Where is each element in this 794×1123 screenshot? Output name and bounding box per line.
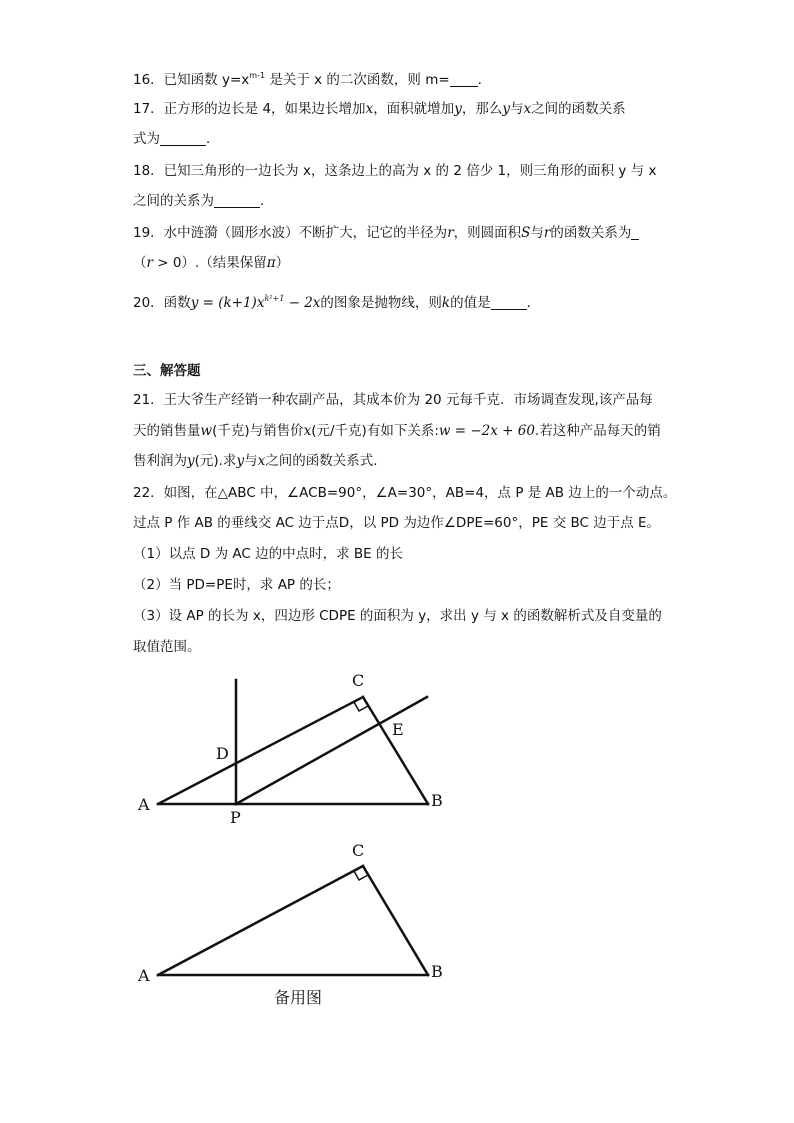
q18-text-c: ．: [260, 193, 274, 209]
label-d: D: [216, 744, 229, 763]
q21-text: 21．王大爷生产经销一种农副产品，其成本价为 20 元每千克．市场调查发现,该产品每: [133, 392, 653, 408]
q17-text-b: ，面积就增加: [373, 101, 455, 117]
q21-var-y: y: [187, 453, 195, 469]
label-c: C: [352, 671, 365, 690]
q20-exponent: k²+1: [264, 294, 285, 303]
q21-text-c: (元/千克)有如下关系:: [311, 423, 439, 439]
label-p: P: [230, 808, 241, 827]
q20-text-a: 20．函数: [133, 295, 191, 311]
q16-end: .: [477, 72, 482, 88]
q19-text-c: 与: [530, 225, 544, 241]
q21-var-w: w: [200, 423, 213, 439]
q16-exponent: m-1: [249, 71, 266, 80]
label-e: E: [392, 720, 404, 739]
q19-text-f: > 0）.（结果保留: [152, 255, 267, 271]
question-22-part-3: （3）设 AP 的长为 x，四边形 CDPE 的面积为 y，求出 y 与 x 的函数解析式及自变量的: [133, 608, 662, 624]
q18-text: 18．已知三角形的一边长为 x，这条边上的高为 x 的 2 倍少 1，则三角形的面积 y 与 x: [133, 163, 657, 179]
q21-text-h: 之间的函数关系式．: [265, 453, 387, 469]
q17-text-g: ．: [206, 131, 220, 147]
q17-text-f: 式为: [133, 131, 160, 147]
segment-cb: [363, 697, 428, 804]
q20-formula: y = (k+1)x: [190, 295, 265, 311]
q20-var-k: k: [441, 295, 451, 311]
q21-text-e: 售利润为: [133, 453, 187, 469]
label-a: A: [138, 795, 150, 814]
label-b-2: B: [431, 962, 443, 981]
figure-2: [158, 866, 428, 975]
q19-var-r3: r: [146, 255, 153, 271]
q19-text-g: ）: [275, 255, 290, 271]
segment-ac-2: [158, 866, 363, 975]
q19-text-d: 的函数关系为: [550, 225, 632, 241]
q21-equation: w = −2x + 60: [438, 423, 535, 439]
q20-formula-b: − 2x: [284, 295, 321, 311]
q20-text-b: 的图象是抛物线，则: [320, 295, 442, 311]
q21-text-f: (元).求: [194, 453, 237, 469]
question-22-part-2: （2）当 PD=PE时，求 AP 的长；: [133, 577, 340, 593]
q19-text-a: 19．水中涟漪（圆形水波）不断扩大，记它的半径为: [133, 225, 448, 241]
figure-2-caption: 备用图: [274, 988, 323, 1007]
question-22-part-1: （1）以点 D 为 AC 边的中点时，求 BE 的长: [133, 546, 403, 562]
q17-var-x: x: [365, 101, 374, 117]
q20-text-c: 的值是: [450, 295, 491, 311]
segment-cb-2: [363, 866, 428, 975]
figure-1: [158, 680, 428, 804]
q21-var-y2: y: [236, 453, 245, 469]
q17-text-e: 之间的函数关系: [531, 101, 626, 117]
q19-text-e: （: [133, 255, 147, 271]
q17-text-d: 与: [509, 101, 524, 117]
q19-pi: π: [266, 255, 276, 271]
q19-text-b: ，则圆面积: [453, 225, 522, 241]
q21-text-b: (千克)与销售价: [212, 423, 304, 439]
q19-var-r2: r: [543, 225, 551, 241]
q17-text-c: ，那么: [461, 101, 503, 117]
q18-text-b: 之间的关系为: [133, 193, 214, 209]
label-a-2: A: [138, 966, 150, 985]
q19-var-s: S: [521, 225, 531, 241]
q16-rest: 是关于 x 的二次函数，则 m=: [265, 72, 450, 88]
q16-text: 16．已知函数 y=x: [133, 72, 250, 88]
label-c-2: C: [352, 841, 365, 860]
q21-text-a: 天的销售量: [133, 423, 201, 439]
question-22-part-3-cont: 取值范围。: [133, 639, 201, 655]
q21-text-g: 与: [244, 453, 258, 469]
q17-var-x2: x: [523, 101, 532, 117]
q17-var-y: y: [454, 101, 462, 117]
q20-text-d: .: [526, 295, 531, 311]
q17-var-y2: y: [502, 101, 510, 117]
q17-text-a: 17．正方形的边长是 4，如果边长增加: [133, 101, 366, 117]
q21-var-x: x: [303, 423, 312, 439]
section-heading: 三、解答题: [133, 363, 201, 379]
q21-var-x2: x: [257, 453, 266, 469]
q21-text-d: .若这种产品每天的销: [534, 423, 661, 439]
question-22-line-2: 过点 P 作 AB 的垂线交 AC 边于点D，以 PD 为边作∠DPE=60°，PE 交 BC 边于点 E。: [133, 515, 661, 531]
q19-var-r: r: [447, 225, 454, 241]
question-22-line-1: 22．如图，在△ABC 中，∠ACB=90°，∠A=30°，AB=4，点 P 是 AB 边上的一个动点。: [133, 485, 677, 501]
label-b: B: [431, 791, 443, 810]
